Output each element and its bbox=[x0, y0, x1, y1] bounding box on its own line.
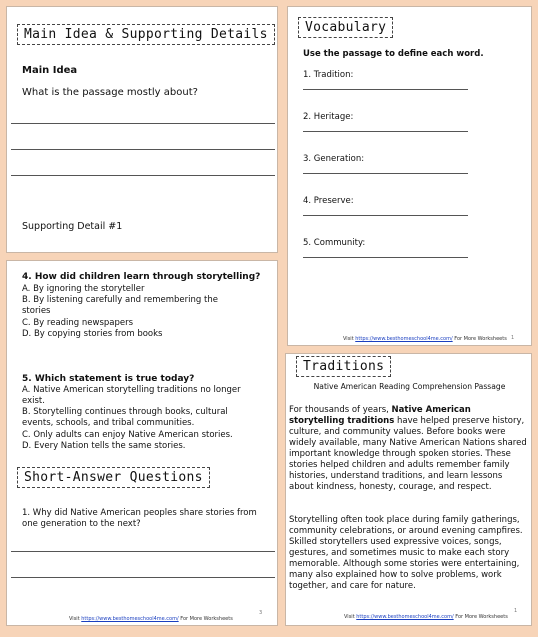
traditions-heading: Traditions bbox=[296, 356, 391, 377]
q4-option: C. By reading newspapers bbox=[22, 318, 134, 328]
short-answer-heading: Short-Answer Questions bbox=[17, 467, 210, 488]
answer-line bbox=[303, 215, 468, 216]
main-idea-panel bbox=[6, 6, 278, 253]
footer-prefix: Visit bbox=[344, 614, 357, 620]
vocab-word: 2. Heritage: bbox=[303, 112, 354, 122]
supporting-detail-label: Supporting Detail #1 bbox=[22, 221, 123, 232]
vocabulary-heading: Vocabulary bbox=[298, 17, 393, 38]
footer-link[interactable]: https://www.besthomeschool4me.com/ bbox=[355, 336, 453, 342]
questions-panel bbox=[6, 260, 278, 626]
footer-prefix: Visit bbox=[69, 616, 82, 622]
q4-option: B. By listening carefully and remembering the stories bbox=[22, 295, 218, 316]
footer-link[interactable]: https://www.besthomeschool4me.com/ bbox=[356, 614, 454, 620]
question-4: 4. How did children learn through storytelling? bbox=[22, 272, 261, 282]
footer-suffix: For More Worksheets bbox=[178, 616, 233, 622]
vocab-word: 4. Preserve: bbox=[303, 196, 354, 206]
answer-line bbox=[11, 551, 275, 552]
footer-suffix: For More Worksheets bbox=[452, 336, 507, 342]
q4-option: A. By ignoring the storyteller bbox=[22, 284, 145, 294]
vocabulary-panel bbox=[287, 6, 532, 346]
vocabulary-instruction: Use the passage to define each word. bbox=[303, 49, 484, 59]
footer bbox=[343, 336, 507, 342]
answer-line bbox=[11, 123, 275, 124]
vocab-word: 5. Community: bbox=[303, 238, 366, 248]
main-idea-subheading: Main Idea bbox=[22, 65, 78, 76]
vocab-word: 1. Tradition: bbox=[303, 70, 354, 80]
page-number: 1 bbox=[511, 335, 515, 341]
paragraph-text: have helped preserve history, culture, and community values. Before books were widely available, many Native American Nations shared important knowledge through spoken stories. These stories helped children and adults remember family histories, understand traditions, and learn lessons about kindness, honesty, courage, and respect. bbox=[289, 416, 527, 492]
page-number: 3 bbox=[259, 610, 263, 616]
answer-line bbox=[303, 173, 468, 174]
answer-line bbox=[11, 175, 275, 176]
footer-prefix: Visit bbox=[343, 336, 356, 342]
q5-option: C. Only adults can enjoy Native American stories. bbox=[22, 430, 233, 440]
answer-line bbox=[303, 257, 468, 258]
answer-line bbox=[11, 577, 275, 578]
q4-option: D. By copying stories from books bbox=[22, 329, 163, 339]
traditions-panel bbox=[285, 353, 532, 626]
question-5: 5. Which statement is true today? bbox=[22, 374, 195, 384]
footer bbox=[69, 616, 233, 622]
q5-option: D. Every Nation tells the same stories. bbox=[22, 441, 186, 451]
passage-paragraph-2: Storytelling often took place during family gatherings, community celebrations, or around evening campfires. Skilled storytellers used expressive voices, songs, gestures, and sometimes music to make each story memorable. Although some stories were entertaining, many also explained how to solve problems, work together, and care for nature. bbox=[289, 515, 523, 591]
paragraph-text: For thousands of years, bbox=[289, 405, 392, 415]
answer-line bbox=[303, 131, 468, 132]
footer bbox=[344, 614, 508, 620]
short-answer-question: 1. Why did Native American peoples share stories from one generation to the next? bbox=[22, 508, 257, 529]
passage-paragraph-1 bbox=[289, 405, 529, 493]
main-idea-heading: Main Idea & Supporting Details bbox=[17, 24, 275, 45]
footer-link[interactable]: https://www.besthomeschool4me.com/ bbox=[81, 616, 179, 622]
q5-option: A. Native American storytelling traditions no longer exist. bbox=[22, 385, 241, 406]
page-number: 1 bbox=[514, 608, 518, 614]
vocab-word: 3. Generation: bbox=[303, 154, 365, 164]
answer-line bbox=[11, 149, 275, 150]
footer-suffix: For More Worksheets bbox=[453, 614, 508, 620]
main-idea-question: What is the passage mostly about? bbox=[22, 87, 198, 98]
paragraph-bold-text: Native American storytelling traditions bbox=[289, 405, 471, 426]
q5-option: B. Storytelling continues through books, cultural events, schools, and tribal communities. bbox=[22, 407, 228, 428]
answer-line bbox=[303, 89, 468, 90]
passage-subtitle: Native American Reading Comprehension Passage bbox=[313, 382, 506, 391]
